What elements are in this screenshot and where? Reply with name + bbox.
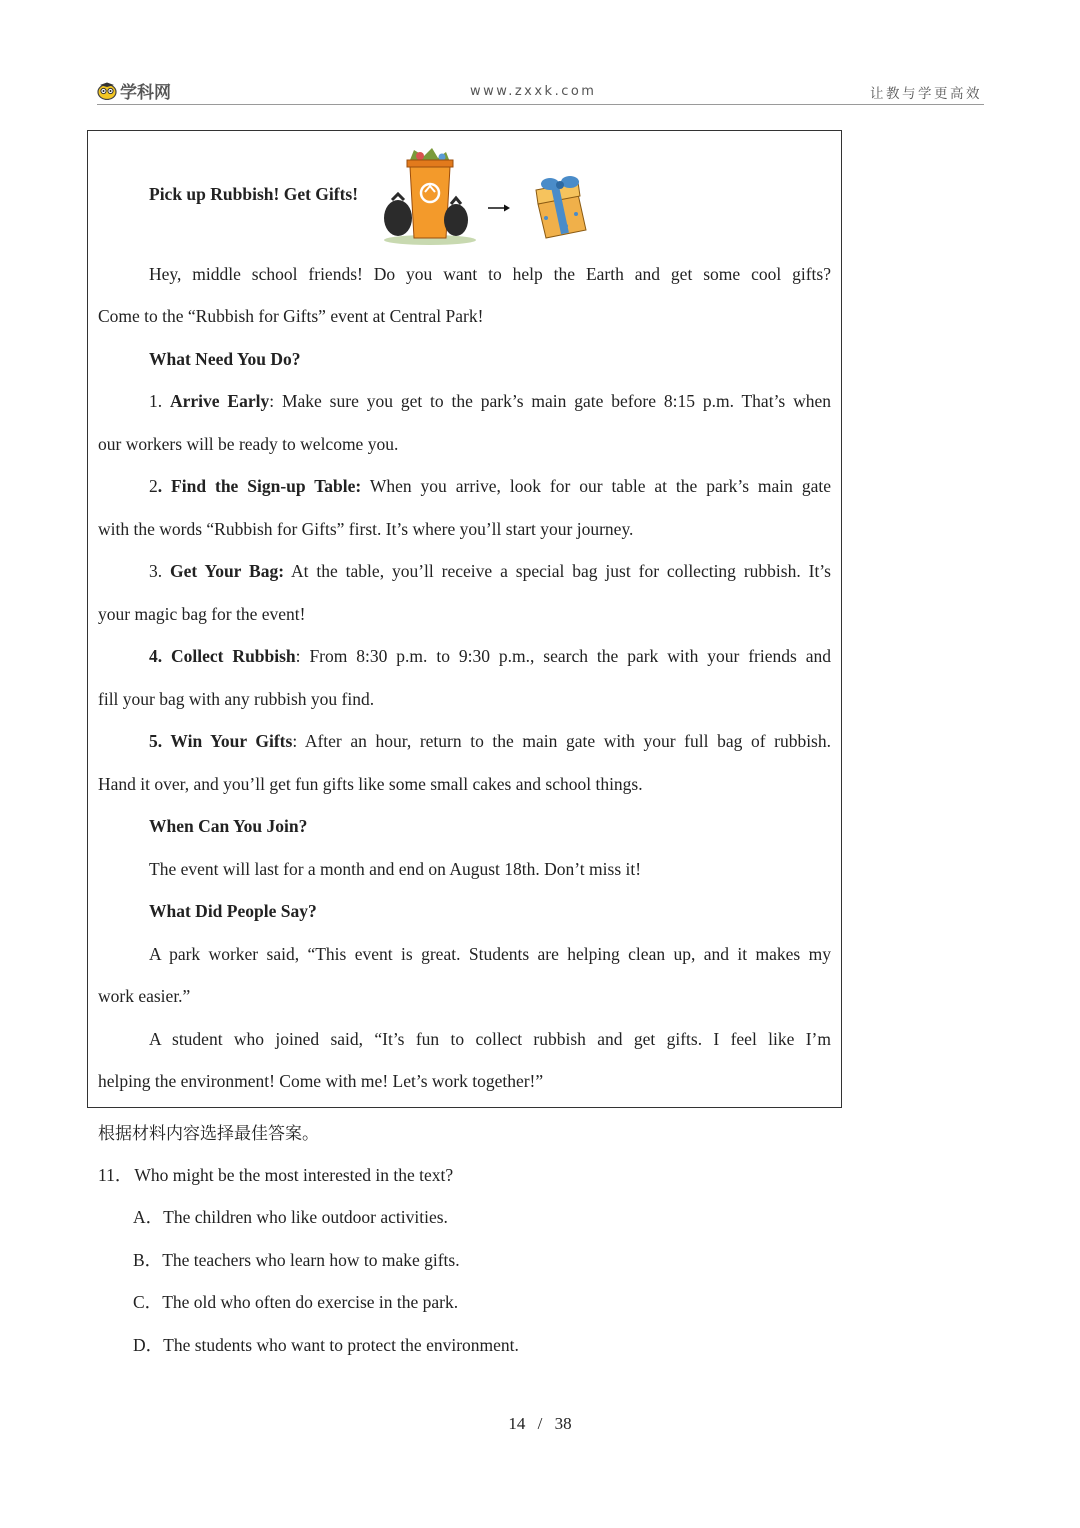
option-d[interactable] — [133, 1332, 519, 1357]
header-slogan: 让教与学更高效 — [870, 86, 982, 102]
rubbish-to-gift-illustration — [380, 148, 595, 248]
page-number — [0, 1414, 1080, 1434]
intro-line-2: Come to the “Rubbish for Gifts” event at Central Park! — [98, 306, 484, 326]
section-heading-people-say: What Did People Say? — [149, 901, 317, 921]
logo — [97, 78, 171, 103]
step-3-line-1: 3. Get Your Bag: At the table, you’ll receive a special bag just for collecting rubbish. It’s — [149, 561, 831, 581]
step-5-line-1: 5. Win Your Gifts: After an hour, return to the main gate with your full bag of rubbish. — [149, 731, 831, 751]
section-heading-what-to-do: What Need You Do? — [149, 349, 301, 369]
section-heading-when-join: When Can You Join? — [149, 816, 308, 836]
step-4-line-1: 4. Collect Rubbish: From 8:30 p.m. to 9:30 p.m., search the park with your friends and — [149, 646, 831, 666]
passage-title: Pick up Rubbish! Get Gifts! — [149, 184, 359, 204]
quote-2-line-1: A student who joined said, “It’s fun to collect rubbish and get gifts. I feel like I’m — [149, 1029, 831, 1049]
option-c[interactable] — [133, 1289, 458, 1314]
current-page: 14 — [508, 1414, 526, 1433]
quote-1-line-2: work easier.” — [98, 986, 191, 1006]
option-letter: A． — [133, 1207, 164, 1227]
gift-box-icon — [536, 176, 586, 238]
option-text: The old who often do exercise in the park. — [162, 1292, 459, 1312]
step-3-line-2: your magic bag for the event! — [98, 604, 306, 624]
option-text: The children who like outdoor activities. — [163, 1207, 448, 1227]
page-separator: / — [537, 1414, 543, 1433]
step-4-line-2: fill your bag with any rubbish you find. — [98, 689, 375, 709]
option-letter: B． — [133, 1250, 163, 1270]
option-letter: C． — [133, 1292, 163, 1312]
page-header — [97, 74, 984, 105]
option-letter: D． — [133, 1335, 164, 1355]
option-b[interactable] — [133, 1247, 460, 1272]
option-text: The teachers who learn how to make gifts. — [162, 1250, 460, 1270]
quote-1-line-1: A park worker said, “This event is great. Students are helping clean up, and it makes my — [149, 944, 831, 964]
step-1-line-1: 1. Arrive Early: Make sure you get to the park’s main gate before 8:15 p.m. That’s when — [149, 391, 832, 411]
step-1-line-2: our workers will be ready to welcome you. — [98, 434, 399, 454]
question-instruction: 根据材料内容选择最佳答案。 — [98, 1124, 319, 1144]
logo-text: 学科网 — [120, 83, 171, 103]
option-text: The students who want to protect the environment. — [163, 1335, 519, 1355]
arrow-right-icon — [488, 205, 510, 212]
quote-2-line-2: helping the environment! Come with me! Let’s work together!” — [98, 1071, 544, 1091]
logo-mascot-icon — [97, 82, 117, 100]
question-number: 11． — [98, 1165, 133, 1185]
step-2-line-2: with the words “Rubbish for Gifts” first. It’s where you’ll start your journey. — [98, 519, 634, 539]
site-url[interactable]: www.zxxk.com — [470, 84, 597, 99]
step-2-line-1: 2. Find the Sign-up Table: When you arrive, look for our table at the park’s main gate — [149, 476, 831, 496]
question-stem — [98, 1162, 453, 1187]
step-5-line-2: Hand it over, and you’ll get fun gifts like some small cakes and school things. — [98, 774, 643, 794]
event-duration-text: The event will last for a month and end on August 18th. Don’t miss it! — [149, 859, 642, 879]
option-a[interactable] — [133, 1204, 448, 1229]
question-stem-text: Who might be the most interested in the text? — [134, 1165, 454, 1185]
intro-line-1: Hey, middle school friends! Do you want to help the Earth and get some cool gifts? — [149, 264, 831, 284]
total-pages: 38 — [554, 1414, 572, 1433]
